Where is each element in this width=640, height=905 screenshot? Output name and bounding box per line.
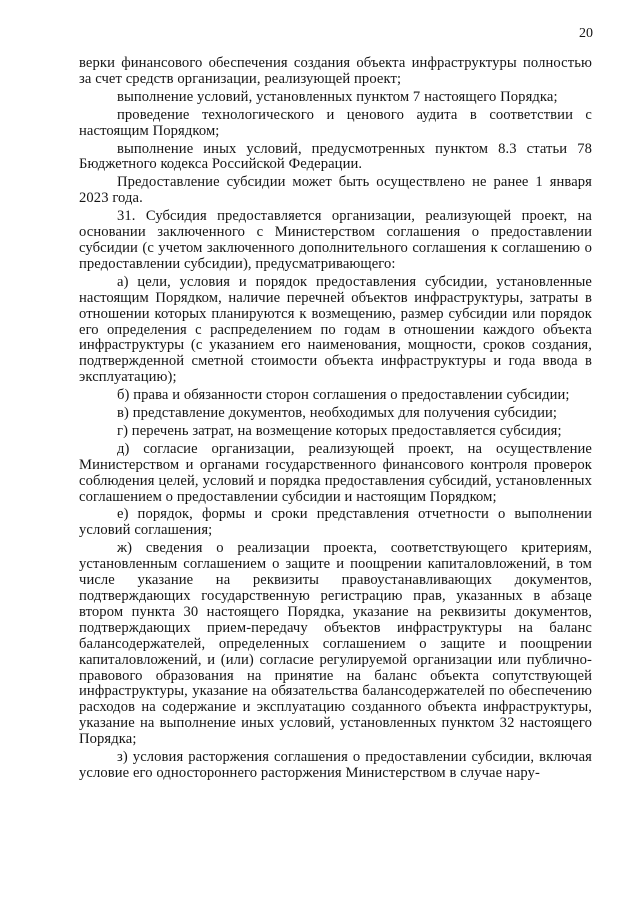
paragraph-clause-31: 31. Субсидия предоставляется организации, реализующей проект, на основании заключенного с Министерством соглашения о предоставлении субсидии (с учетом заключенного дополнительного соглашения к соглашению о предоставлении субсидии), предусматривающего: bbox=[79, 208, 592, 272]
paragraph-continuation: верки финансового обеспечения создания объекта инфраструктуры полностью за счет средств организации, реализующей проект; bbox=[79, 55, 592, 87]
paragraph-item-a: а) цели, условия и порядок предоставления субсидии, установленные настоящим Порядком, наличие перечней объектов инфраструктуры, затраты в отношении которых планируются к возмещению, размер субсидии или порядок его определения с распределением по годам в отношении каждого объекта инфраструктуры (с указанием его наименования, мощности, сроков создания, подтвержденной сметной стоимости объекта инфраструктуры и года ввода в эксплуатацию); bbox=[79, 273, 592, 386]
paragraph-item-z: з) условия расторжения соглашения о предоставлении субсидии, включая условие его одностороннего расторжения Министерством в случае нару- bbox=[79, 749, 592, 781]
paragraph-item-e: е) порядок, формы и сроки представления отчетности о выполнении условий соглашения; bbox=[79, 506, 592, 539]
paragraph-condition-audit: проведение технологического и ценового аудита в соответствии с настоящим Порядком; bbox=[79, 106, 592, 139]
page-number: 20 bbox=[579, 26, 593, 41]
paragraph-item-zh: ж) сведения о реализации проекта, соответствующего критериям, установленным соглашением о защите и поощрении капиталовложений, в том числе указание на реквизиты правоустанавливающих документов, подтверждающих государственную регистрацию прав, указанных в абзаце втором пункта 30 настоящего Порядка, указание на реквизиты документов, подтверждающих прием-передачу объектов инфраструктуры на баланс балансодержателей, определенных соглашением о защите и поощрении капиталовложений, и (или) согласие регулируемой организации или публично-правового образования на принятие на баланс объекта сопутствующей инфраструктуры, указание на обязательства балансодержателей по обеспечению расходов на содержание и эксплуатацию созданного объекта инфраструктуры, указание на выполнение иных условий, установленных пунктом 32 настоящего Порядка; bbox=[79, 540, 592, 748]
paragraph-item-b: б) права и обязанности сторон соглашения о предоставлении субсидии; bbox=[117, 387, 570, 404]
paragraph-condition-budget-code: выполнение иных условий, предусмотренных пунктом 8.3 статьи 78 Бюджетного кодекса Российской Федерации. bbox=[79, 140, 592, 173]
paragraph-subsidy-date: Предоставление субсидии может быть осуществлено не ранее 1 января 2023 года. bbox=[79, 174, 592, 207]
paragraph-item-d: д) согласие организации, реализующей проект, на осуществление Министерством и органами государственного финансового контроля проверок соблюдения целей, условий и порядка предоставления субсидий, установленных соглашением о предоставлении субсидии и настоящим Порядком; bbox=[79, 440, 592, 505]
paragraph-item-g: г) перечень затрат, на возмещение которых предоставляется субсидия; bbox=[117, 422, 562, 439]
paragraph-condition-order-7: выполнение условий, установленных пунктом 7 настоящего Порядка; bbox=[117, 88, 558, 105]
paragraph-item-v: в) представление документов, необходимых для получения субсидии; bbox=[117, 405, 558, 422]
